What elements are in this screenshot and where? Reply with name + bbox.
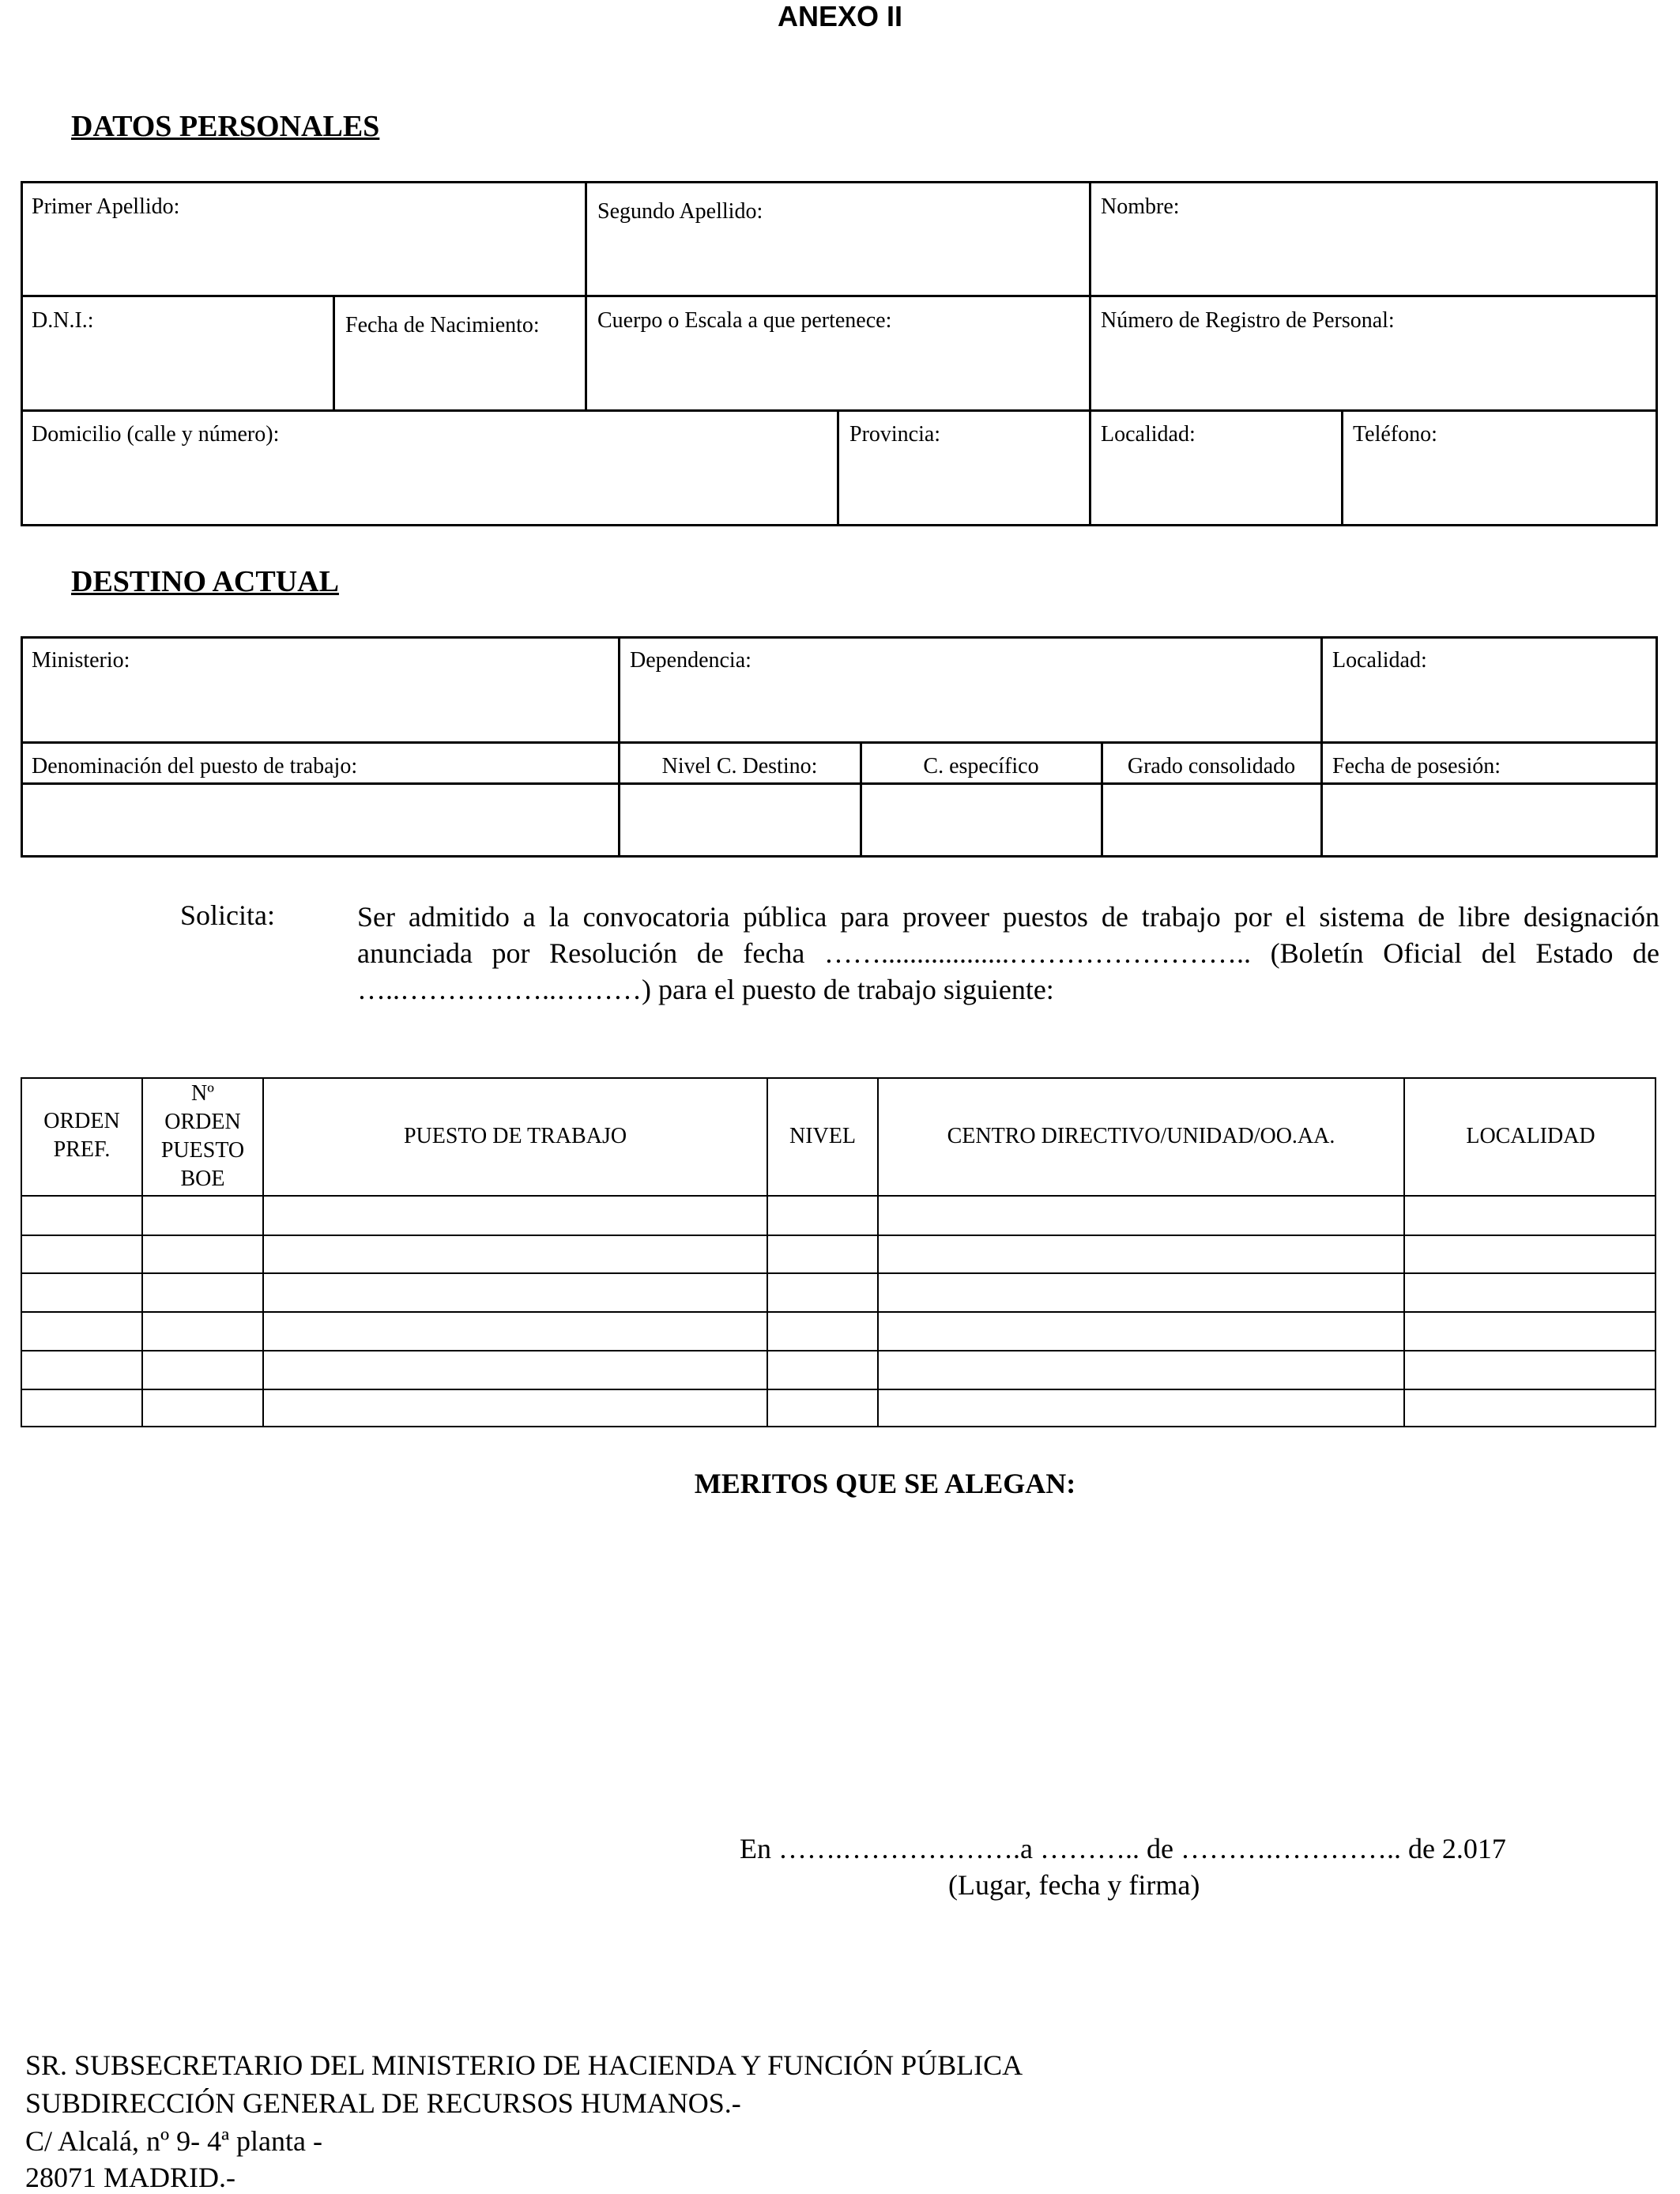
dni-field[interactable]: D.N.I.:	[32, 308, 94, 333]
orden-pref-text: ORDEN PREF.	[43, 1109, 120, 1162]
grado-label: Grado consolidado	[1127, 754, 1296, 778]
meritos-heading: MERITOS QUE SE ALEGAN:	[694, 1468, 1076, 1499]
cuerpo-escala-field[interactable]: Cuerpo o Escala a que pertenece:	[597, 308, 892, 333]
address-line-3: C/ Alcalá, nº 9- 4ª planta -	[25, 2125, 322, 2157]
dependencia-field[interactable]: Dependencia:	[630, 648, 751, 673]
destino-actual-heading: DESTINO ACTUAL	[71, 565, 339, 598]
puesto-header: PUESTO DE TRABAJO	[403, 1124, 627, 1148]
orden-boe-header	[143, 1080, 262, 1193]
localidad-field[interactable]: Localidad:	[1101, 422, 1196, 447]
grid-line	[1341, 409, 1343, 526]
especifico-label: C. específico	[923, 754, 1039, 778]
orden-boe-line: ORDEN	[164, 1110, 241, 1134]
segundo-apellido-field[interactable]: Segundo Apellido:	[597, 199, 763, 224]
fecha-nacimiento-field[interactable]: Fecha de Nacimiento:	[345, 313, 540, 337]
numero-registro-field[interactable]: Número de Registro de Personal:	[1101, 308, 1395, 333]
localidad-header: LOCALIDAD	[1466, 1124, 1595, 1148]
table-row	[21, 1272, 1656, 1274]
personal-data-heading: DATOS PERSONALES	[71, 110, 380, 143]
table-row	[21, 1389, 1656, 1390]
signature-note: (Lugar, fecha y firma)	[948, 1869, 1200, 1901]
fecha-posesion-label: Fecha de posesión:	[1332, 754, 1501, 778]
grid-line	[333, 295, 335, 411]
telefono-field[interactable]: Teléfono:	[1353, 422, 1437, 447]
centro-header: CENTRO DIRECTIVO/UNIDAD/OO.AA.	[947, 1124, 1335, 1148]
signature-line: En …….……………….a ……….. de ……….………….. de 2.017	[740, 1833, 1506, 1864]
orden-boe-line: Nº	[191, 1081, 214, 1106]
grid-line	[837, 409, 839, 526]
nombre-field[interactable]: Nombre:	[1101, 194, 1180, 219]
solicita-label: Solicita:	[180, 899, 275, 931]
orden-boe-line: PUESTO	[160, 1138, 245, 1163]
grid-line	[21, 295, 1658, 297]
address-line-2: SUBDIRECCIÓN GENERAL DE RECURSOS HUMANOS.-	[25, 2087, 741, 2119]
grid-line	[585, 181, 587, 411]
denominacion-label: Denominación del puesto de trabajo:	[32, 754, 358, 778]
provincia-field[interactable]: Provincia:	[849, 422, 941, 447]
destino-localidad-field[interactable]: Localidad:	[1332, 648, 1427, 673]
ministerio-field[interactable]: Ministerio:	[32, 648, 130, 673]
orden-pref-header	[22, 1107, 141, 1164]
grid-line	[21, 741, 1658, 744]
personal-data-grid	[21, 181, 1658, 526]
table-row	[21, 1350, 1656, 1351]
solicita-text: Ser admitido a la convocatoria pública para proveer puestos de trabajo por el sistema de libre designación anunciada por Resolución de fecha ……..................…………………….. (Boletín Oficial del Estado de …..……………..………) para el puesto de trabajo siguiente:	[357, 901, 1659, 1005]
nivel-header: NIVEL	[789, 1124, 856, 1148]
orden-boe-line: BOE	[180, 1167, 225, 1191]
address-line-1: SR. SUBSECRETARIO DEL MINISTERIO DE HACIENDA Y FUNCIÓN PÚBLICA	[25, 2049, 1023, 2081]
grid-line	[1320, 636, 1323, 858]
page-title: ANEXO II	[777, 0, 903, 32]
grid-line	[1089, 181, 1091, 526]
address-line-4: 28071 MADRID.-	[25, 2162, 235, 2193]
domicilio-field[interactable]: Domicilio (calle y número):	[32, 422, 280, 447]
table-row	[21, 1195, 1656, 1197]
grid-line	[618, 636, 620, 858]
grid-line	[21, 409, 1658, 412]
table-row	[21, 1311, 1656, 1313]
primer-apellido-field[interactable]: Primer Apellido:	[32, 194, 180, 219]
nivel-destino-label: Nivel C. Destino:	[661, 754, 818, 778]
table-row	[21, 1235, 1656, 1236]
grid-line	[21, 782, 1658, 785]
